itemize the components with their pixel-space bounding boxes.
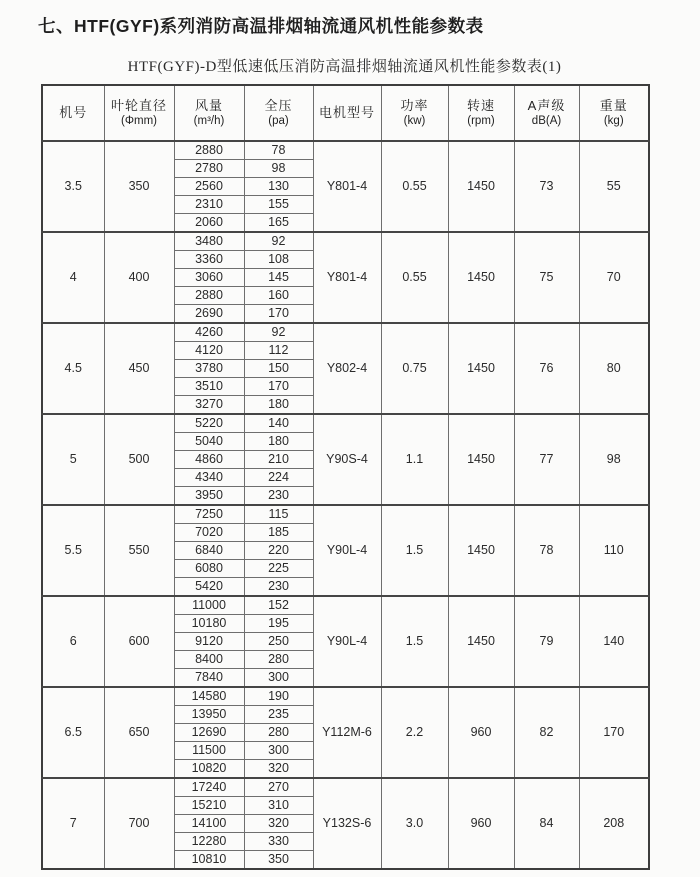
cell-power: 3.0 (381, 778, 448, 869)
cell-air-volume: 12280 (174, 833, 244, 851)
cell-total-pressure: 145 (244, 269, 313, 287)
cell-air-volume: 13950 (174, 706, 244, 724)
cell-air-volume: 3510 (174, 378, 244, 396)
cell-air-volume: 11500 (174, 742, 244, 760)
cell-noise-level: 76 (514, 323, 579, 414)
cell-air-volume: 5220 (174, 414, 244, 433)
cell-speed: 960 (448, 778, 514, 869)
cell-air-volume: 5420 (174, 578, 244, 597)
cell-air-volume: 17240 (174, 778, 244, 797)
table-row (42, 687, 649, 706)
cell-total-pressure: 330 (244, 833, 313, 851)
cell-speed: 1450 (448, 141, 514, 232)
cell-total-pressure: 300 (244, 742, 313, 760)
table-body (42, 141, 649, 869)
column-header-3 (244, 85, 313, 141)
column-header-4 (313, 85, 381, 141)
cell-air-volume: 8400 (174, 651, 244, 669)
cell-air-volume: 10810 (174, 851, 244, 870)
column-header-name: 机号 (59, 105, 88, 120)
cell-power: 1.5 (381, 505, 448, 596)
cell-total-pressure: 92 (244, 232, 313, 251)
column-header-name: 功率 (400, 97, 429, 113)
cell-power: 2.2 (381, 687, 448, 778)
cell-power: 0.75 (381, 323, 448, 414)
cell-fan-model: 4 (42, 232, 104, 323)
cell-total-pressure: 230 (244, 578, 313, 597)
column-header-unit: (kg) (603, 114, 624, 127)
column-header-1 (104, 85, 174, 141)
cell-weight: 110 (579, 505, 649, 596)
cell-impeller-diameter: 600 (104, 596, 174, 687)
cell-total-pressure: 115 (244, 505, 313, 524)
cell-power: 1.1 (381, 414, 448, 505)
cell-total-pressure: 280 (244, 724, 313, 742)
cell-noise-level: 82 (514, 687, 579, 778)
table-row (42, 414, 649, 433)
cell-total-pressure: 270 (244, 778, 313, 797)
cell-fan-model: 6.5 (42, 687, 104, 778)
cell-speed: 1450 (448, 414, 514, 505)
cell-total-pressure: 112 (244, 342, 313, 360)
cell-air-volume: 2310 (174, 196, 244, 214)
table-header (42, 85, 649, 141)
column-header-name: 转速 (466, 97, 495, 113)
cell-speed: 1450 (448, 596, 514, 687)
column-header-unit: dB(A) (531, 114, 562, 127)
cell-total-pressure: 180 (244, 396, 313, 415)
cell-total-pressure: 108 (244, 251, 313, 269)
cell-motor-model: Y112M-6 (313, 687, 381, 778)
cell-air-volume: 4260 (174, 323, 244, 342)
cell-impeller-diameter: 550 (104, 505, 174, 596)
fan-spec-table (41, 84, 650, 870)
cell-total-pressure: 160 (244, 287, 313, 305)
cell-air-volume: 3360 (174, 251, 244, 269)
cell-motor-model: Y132S-6 (313, 778, 381, 869)
column-header-name: 电机型号 (318, 105, 375, 120)
cell-noise-level: 77 (514, 414, 579, 505)
cell-air-volume: 4120 (174, 342, 244, 360)
cell-total-pressure: 165 (244, 214, 313, 233)
cell-air-volume: 4860 (174, 451, 244, 469)
cell-total-pressure: 320 (244, 815, 313, 833)
cell-air-volume: 14580 (174, 687, 244, 706)
cell-air-volume: 12690 (174, 724, 244, 742)
cell-weight: 208 (579, 778, 649, 869)
column-header-6 (448, 85, 514, 141)
cell-power: 0.55 (381, 141, 448, 232)
cell-total-pressure: 225 (244, 560, 313, 578)
cell-air-volume: 7020 (174, 524, 244, 542)
table-row (42, 778, 649, 797)
cell-total-pressure: 152 (244, 596, 313, 615)
cell-motor-model: Y90S-4 (313, 414, 381, 505)
cell-air-volume: 6080 (174, 560, 244, 578)
table-row (42, 505, 649, 524)
cell-total-pressure: 230 (244, 487, 313, 506)
cell-motor-model: Y801-4 (313, 232, 381, 323)
cell-air-volume: 10820 (174, 760, 244, 779)
cell-air-volume: 10180 (174, 615, 244, 633)
cell-speed: 960 (448, 687, 514, 778)
cell-fan-model: 4.5 (42, 323, 104, 414)
column-header-unit: (kw) (403, 114, 426, 127)
cell-total-pressure: 220 (244, 542, 313, 560)
cell-air-volume: 7840 (174, 669, 244, 688)
cell-total-pressure: 310 (244, 797, 313, 815)
cell-weight: 170 (579, 687, 649, 778)
table-row (42, 141, 649, 160)
cell-air-volume: 3950 (174, 487, 244, 506)
cell-total-pressure: 140 (244, 414, 313, 433)
cell-air-volume: 2690 (174, 305, 244, 324)
column-header-unit: (rpm) (467, 114, 495, 127)
cell-impeller-diameter: 650 (104, 687, 174, 778)
cell-noise-level: 84 (514, 778, 579, 869)
column-header-name: 重量 (599, 97, 628, 113)
spec-table-container (41, 84, 700, 870)
cell-power: 0.55 (381, 232, 448, 323)
cell-total-pressure: 180 (244, 433, 313, 451)
cell-air-volume: 15210 (174, 797, 244, 815)
cell-total-pressure: 130 (244, 178, 313, 196)
column-header-5 (381, 85, 448, 141)
cell-air-volume: 2780 (174, 160, 244, 178)
cell-air-volume: 3060 (174, 269, 244, 287)
cell-total-pressure: 300 (244, 669, 313, 688)
cell-air-volume: 6840 (174, 542, 244, 560)
cell-weight: 55 (579, 141, 649, 232)
cell-air-volume: 3480 (174, 232, 244, 251)
cell-fan-model: 5 (42, 414, 104, 505)
table-row (42, 323, 649, 342)
cell-fan-model: 3.5 (42, 141, 104, 232)
table-row (42, 232, 649, 251)
cell-total-pressure: 280 (244, 651, 313, 669)
cell-air-volume: 14100 (174, 815, 244, 833)
column-header-name: 叶轮直径 (110, 97, 167, 113)
cell-impeller-diameter: 400 (104, 232, 174, 323)
cell-impeller-diameter: 450 (104, 323, 174, 414)
cell-air-volume: 4340 (174, 469, 244, 487)
column-header-8 (579, 85, 649, 141)
cell-total-pressure: 195 (244, 615, 313, 633)
column-header-name: 风量 (194, 97, 223, 113)
cell-noise-level: 78 (514, 505, 579, 596)
cell-air-volume: 2880 (174, 141, 244, 160)
cell-weight: 70 (579, 232, 649, 323)
cell-impeller-diameter: 500 (104, 414, 174, 505)
cell-total-pressure: 224 (244, 469, 313, 487)
cell-total-pressure: 235 (244, 706, 313, 724)
cell-air-volume: 2060 (174, 214, 244, 233)
cell-weight: 80 (579, 323, 649, 414)
page-title: 七、HTF(GYF)系列消防高温排烟轴流通风机性能参数表 (38, 16, 484, 36)
cell-total-pressure: 92 (244, 323, 313, 342)
column-header-unit: (m³/h) (193, 114, 225, 127)
table-row (42, 596, 649, 615)
cell-motor-model: Y90L-4 (313, 505, 381, 596)
cell-total-pressure: 210 (244, 451, 313, 469)
cell-total-pressure: 150 (244, 360, 313, 378)
cell-air-volume: 11000 (174, 596, 244, 615)
cell-air-volume: 3270 (174, 396, 244, 415)
cell-fan-model: 5.5 (42, 505, 104, 596)
cell-impeller-diameter: 700 (104, 778, 174, 869)
cell-motor-model: Y90L-4 (313, 596, 381, 687)
cell-weight: 98 (579, 414, 649, 505)
table-subtitle: HTF(GYF)-D型低速低压消防高温排烟轴流通风机性能参数表(1) (127, 59, 562, 75)
cell-noise-level: 79 (514, 596, 579, 687)
cell-total-pressure: 350 (244, 851, 313, 870)
cell-power: 1.5 (381, 596, 448, 687)
cell-noise-level: 75 (514, 232, 579, 323)
cell-total-pressure: 170 (244, 378, 313, 396)
column-header-name: 全压 (264, 97, 293, 113)
cell-air-volume: 3780 (174, 360, 244, 378)
cell-noise-level: 73 (514, 141, 579, 232)
cell-total-pressure: 250 (244, 633, 313, 651)
cell-total-pressure: 170 (244, 305, 313, 324)
cell-air-volume: 5040 (174, 433, 244, 451)
column-header-unit: (Φmm) (121, 114, 157, 127)
cell-air-volume: 2560 (174, 178, 244, 196)
cell-air-volume: 9120 (174, 633, 244, 651)
cell-speed: 1450 (448, 505, 514, 596)
cell-impeller-diameter: 350 (104, 141, 174, 232)
cell-total-pressure: 185 (244, 524, 313, 542)
column-header-7 (514, 85, 579, 141)
cell-total-pressure: 155 (244, 196, 313, 214)
cell-motor-model: Y801-4 (313, 141, 381, 232)
cell-total-pressure: 320 (244, 760, 313, 779)
column-header-unit: (pa) (268, 114, 289, 127)
cell-total-pressure: 98 (244, 160, 313, 178)
cell-motor-model: Y802-4 (313, 323, 381, 414)
cell-air-volume: 7250 (174, 505, 244, 524)
cell-total-pressure: 190 (244, 687, 313, 706)
cell-fan-model: 6 (42, 596, 104, 687)
cell-fan-model: 7 (42, 778, 104, 869)
cell-air-volume: 2880 (174, 287, 244, 305)
cell-total-pressure: 78 (244, 141, 313, 160)
cell-weight: 140 (579, 596, 649, 687)
column-header-0 (42, 85, 104, 141)
header-row (42, 85, 649, 141)
column-header-2 (174, 85, 244, 141)
cell-speed: 1450 (448, 323, 514, 414)
cell-speed: 1450 (448, 232, 514, 323)
column-header-name: A声级 (527, 97, 566, 113)
